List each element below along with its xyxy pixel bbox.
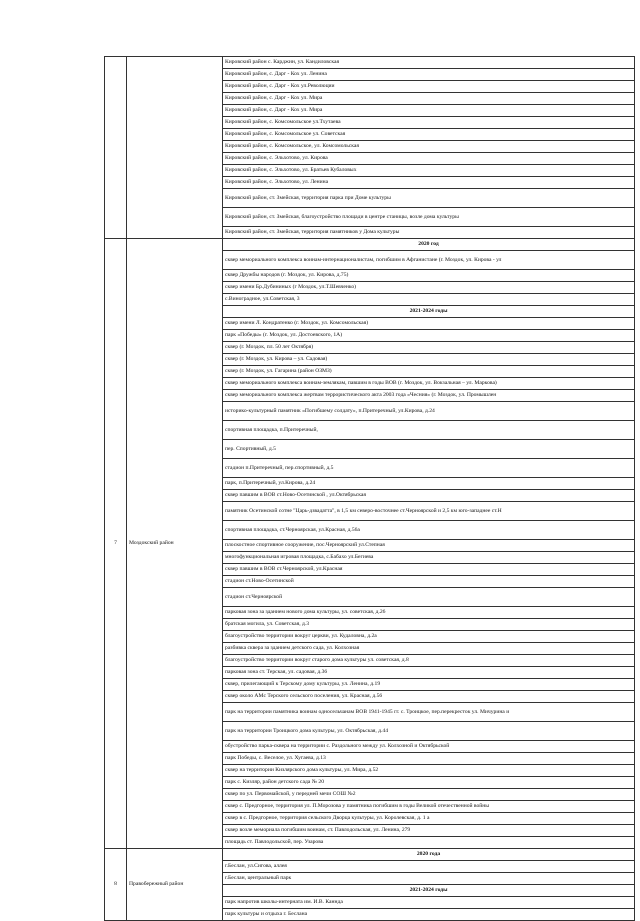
location-cell: Кировский район, с. Эльхотово, ул. Братьев Кубаловых	[223, 165, 635, 177]
location-cell: Кировский район, с. Эльхотово, ул. Кирова	[223, 153, 635, 165]
location-cell: сквер (г. Моздок, пл. 50 лет Октября)	[223, 342, 635, 354]
location-cell: парк напротив школы-интерната им. И.В. Каннда	[223, 897, 635, 909]
location-cell: г.Беслан, центральный парк	[223, 873, 635, 885]
location-cell: сквер мемориального комплекса жертвам террористического акта 2003 года «Чесния» (г. Моздок, ул. Промышлен	[223, 390, 635, 402]
district-name-cell: Моздокский район	[127, 239, 223, 849]
location-cell: сквер около АМс Терского сельского поселения, ул. Красная, д.56	[223, 691, 635, 703]
location-cell: благоустройство территории вокруг старого дома культуры ул. советская, д.8	[223, 655, 635, 667]
location-cell: Кировский район, с. Комсомольское, ул. Комсомольская	[223, 141, 635, 153]
location-cell: Кировский район, с. Эльхотово, ул. Ленина	[223, 177, 635, 189]
registry-table	[104, 56, 635, 921]
year-header-row	[105, 849, 635, 861]
location-cell: Кировский район, с. Комсомольское ул. Советская	[223, 129, 635, 141]
location-cell: сквер павшим в ВОВ ст.Ново-Осетинской , ул.Октябрьская	[223, 490, 635, 502]
location-cell: Кировский район, с. Дарг - Кох ул. Ленина	[223, 69, 635, 81]
location-cell: Кировский район, с. Дарг - Кох ул.Революции	[223, 81, 635, 93]
location-cell: разбивка сквера за зданием детского сада, ул. Колхозная	[223, 643, 635, 655]
location-cell: сквер с. Предгорное, территория ул. П.Морозова у памятника погибшим в годы Великой отечественной войны	[223, 801, 635, 813]
location-cell: парк, п.Притеречный, ул.Кирова, д.24	[223, 478, 635, 490]
location-cell: спортивная площадка, ст.Черноярская, ул.Красная, д.56а	[223, 521, 635, 540]
location-cell: Кировский район, ст. Змейская, территория памятников у Дома культуры	[223, 227, 635, 239]
location-cell: парк Победы, с. Веселое, ул. Хугаева, д.13	[223, 753, 635, 765]
location-cell: сквер (г. Моздок, ул. Гагарина (район ОЗМЗ)	[223, 366, 635, 378]
group-number-cell: 7	[105, 239, 127, 849]
location-cell: Кировский район, с. Дарг - Кох ул. Мира	[223, 93, 635, 105]
location-cell: сквер имени Л. Кондратенко (г. Моздок, ул. Комсомольская)	[223, 318, 635, 330]
location-cell: сквер на территории Кизлярского дома культуры, ул. Мира, д.52	[223, 765, 635, 777]
location-cell: парк культуры и отдыха г. Беслана	[223, 909, 635, 921]
district-name-cell	[127, 57, 223, 239]
location-cell: парк на территории Троицкого дома культуры, ул. Октябрьская, д.44	[223, 722, 635, 741]
location-cell: г.Беслан, ул.Сигова, аллея	[223, 861, 635, 873]
location-cell: плоскостное спортивное сооружение, пос.Черноярский ул.Степная	[223, 540, 635, 552]
location-cell: сквер (г. Моздок, ул. Кирова – ул. Садовая)	[223, 354, 635, 366]
year-header-cell: 2021-2024 годы	[223, 306, 635, 318]
location-cell: сквер мемориального комплекса воинам-интернационалистам, погибшим в Афганистане (г. Моздок, ул. Кирова - ул	[223, 251, 635, 270]
location-cell: многофункциональная игровая площадка, с.Бабахо ул.Бегиева	[223, 552, 635, 564]
location-cell: стадион ст.Ново-Осетинской	[223, 576, 635, 588]
location-cell: парк «Победы» (г. Моздок, ул. Достоевского, 1А)	[223, 330, 635, 342]
location-cell: парковая зона ст. Терская, ул. садовая, д.36	[223, 667, 635, 679]
year-header-cell: 2020 года	[223, 849, 635, 861]
location-cell: обустройство парка-сквера на территории с. Раздольного между ул. Колхозной и Октябрьской	[223, 741, 635, 753]
location-cell: спортивная площадка, п.Притеречный,	[223, 421, 635, 440]
location-cell: стадион п.Притеречный, пер.спортивный, д.5	[223, 459, 635, 478]
location-cell: памятник Осетинской сотне "Царь-дзвадатта", в 1,5 км северо-восточнее ст.Черноярской и 2,5 км юго-западнее ст.Н	[223, 502, 635, 521]
table-row	[105, 57, 635, 69]
location-cell: благоустройство территории вокруг церкви, ул. Кудаловна, д.2а	[223, 631, 635, 643]
location-cell: с.Виноградное, ул.Советская, 3	[223, 294, 635, 306]
location-cell: стадион ст.Черноярской	[223, 588, 635, 607]
location-cell: историко-культурный памятник «Погибшему солдату», п.Притеречный, ул.Кирова, д.24	[223, 402, 635, 421]
location-cell: парковая зона за зданием нового дома культуры, ул. советская, д.26	[223, 607, 635, 619]
location-cell: Кировский район, с. Комсомольское ул.Тхутаева	[223, 117, 635, 129]
location-cell: сквер павшим в ВОВ ст.Черноярской, ул.Красная	[223, 564, 635, 576]
group-number-cell: 8	[105, 849, 127, 921]
location-cell: братская могила, ул. Советская, д.3	[223, 619, 635, 631]
location-cell: сквер имени Бр.Дубининых (г Моздок, ул.Т.Шевченко)	[223, 282, 635, 294]
location-cell: сквер Дружбы народов (г. Моздок, ул. Кирова, д.75)	[223, 270, 635, 282]
location-cell: пер. Спортивный, д.5	[223, 440, 635, 459]
year-header-cell: 2020 год	[223, 239, 635, 251]
location-cell: парк на территории памятника воинам односельчанам ВОВ 1941-1945 гг. с. Троицкое, пер.перекресток ул. Мичурина и	[223, 703, 635, 722]
location-cell: Кировский район с. Карджин, ул. Кандиловская	[223, 57, 635, 69]
year-header-row	[105, 239, 635, 251]
district-name-cell: Правобережный район	[127, 849, 223, 921]
location-cell: Кировский район, ст. Змейская, благоустройство площади в центре станицы, возле дома культуры	[223, 208, 635, 227]
location-cell: площадь ст. Павлодольской, пер. Узарова	[223, 837, 635, 849]
year-header-cell: 2021-2024 годы	[223, 885, 635, 897]
location-cell: сквер мемориального комплекса воинам-землякам, павшим в годы ВОВ (г. Моздок, ул. Вокзальная – ул. Маркова)	[223, 378, 635, 390]
location-cell: Кировский район, с. Дарг - Кох ул. Мира	[223, 105, 635, 117]
location-cell: сквер возле мемориала погибшим воинам, ст. Павлодольская, ул. Ленина, 279	[223, 825, 635, 837]
registry-table-body	[105, 57, 635, 921]
group-number-cell	[105, 57, 127, 239]
location-cell: сквер в с. Предгорное, территория сельского Дворца культуры, ул. Королевская, д. 1 а	[223, 813, 635, 825]
location-cell: сквер по ул. Первомайской, у передней мечи СОШ №2	[223, 789, 635, 801]
location-cell: парк с. Кизляр, район детского сада № 20	[223, 777, 635, 789]
location-cell: сквер, прилегающий к Терскому дому культуры, ул. Ленина, д.19	[223, 679, 635, 691]
location-cell: Кировский район, ст. Змейская, территория парка при Доме культуры	[223, 189, 635, 208]
